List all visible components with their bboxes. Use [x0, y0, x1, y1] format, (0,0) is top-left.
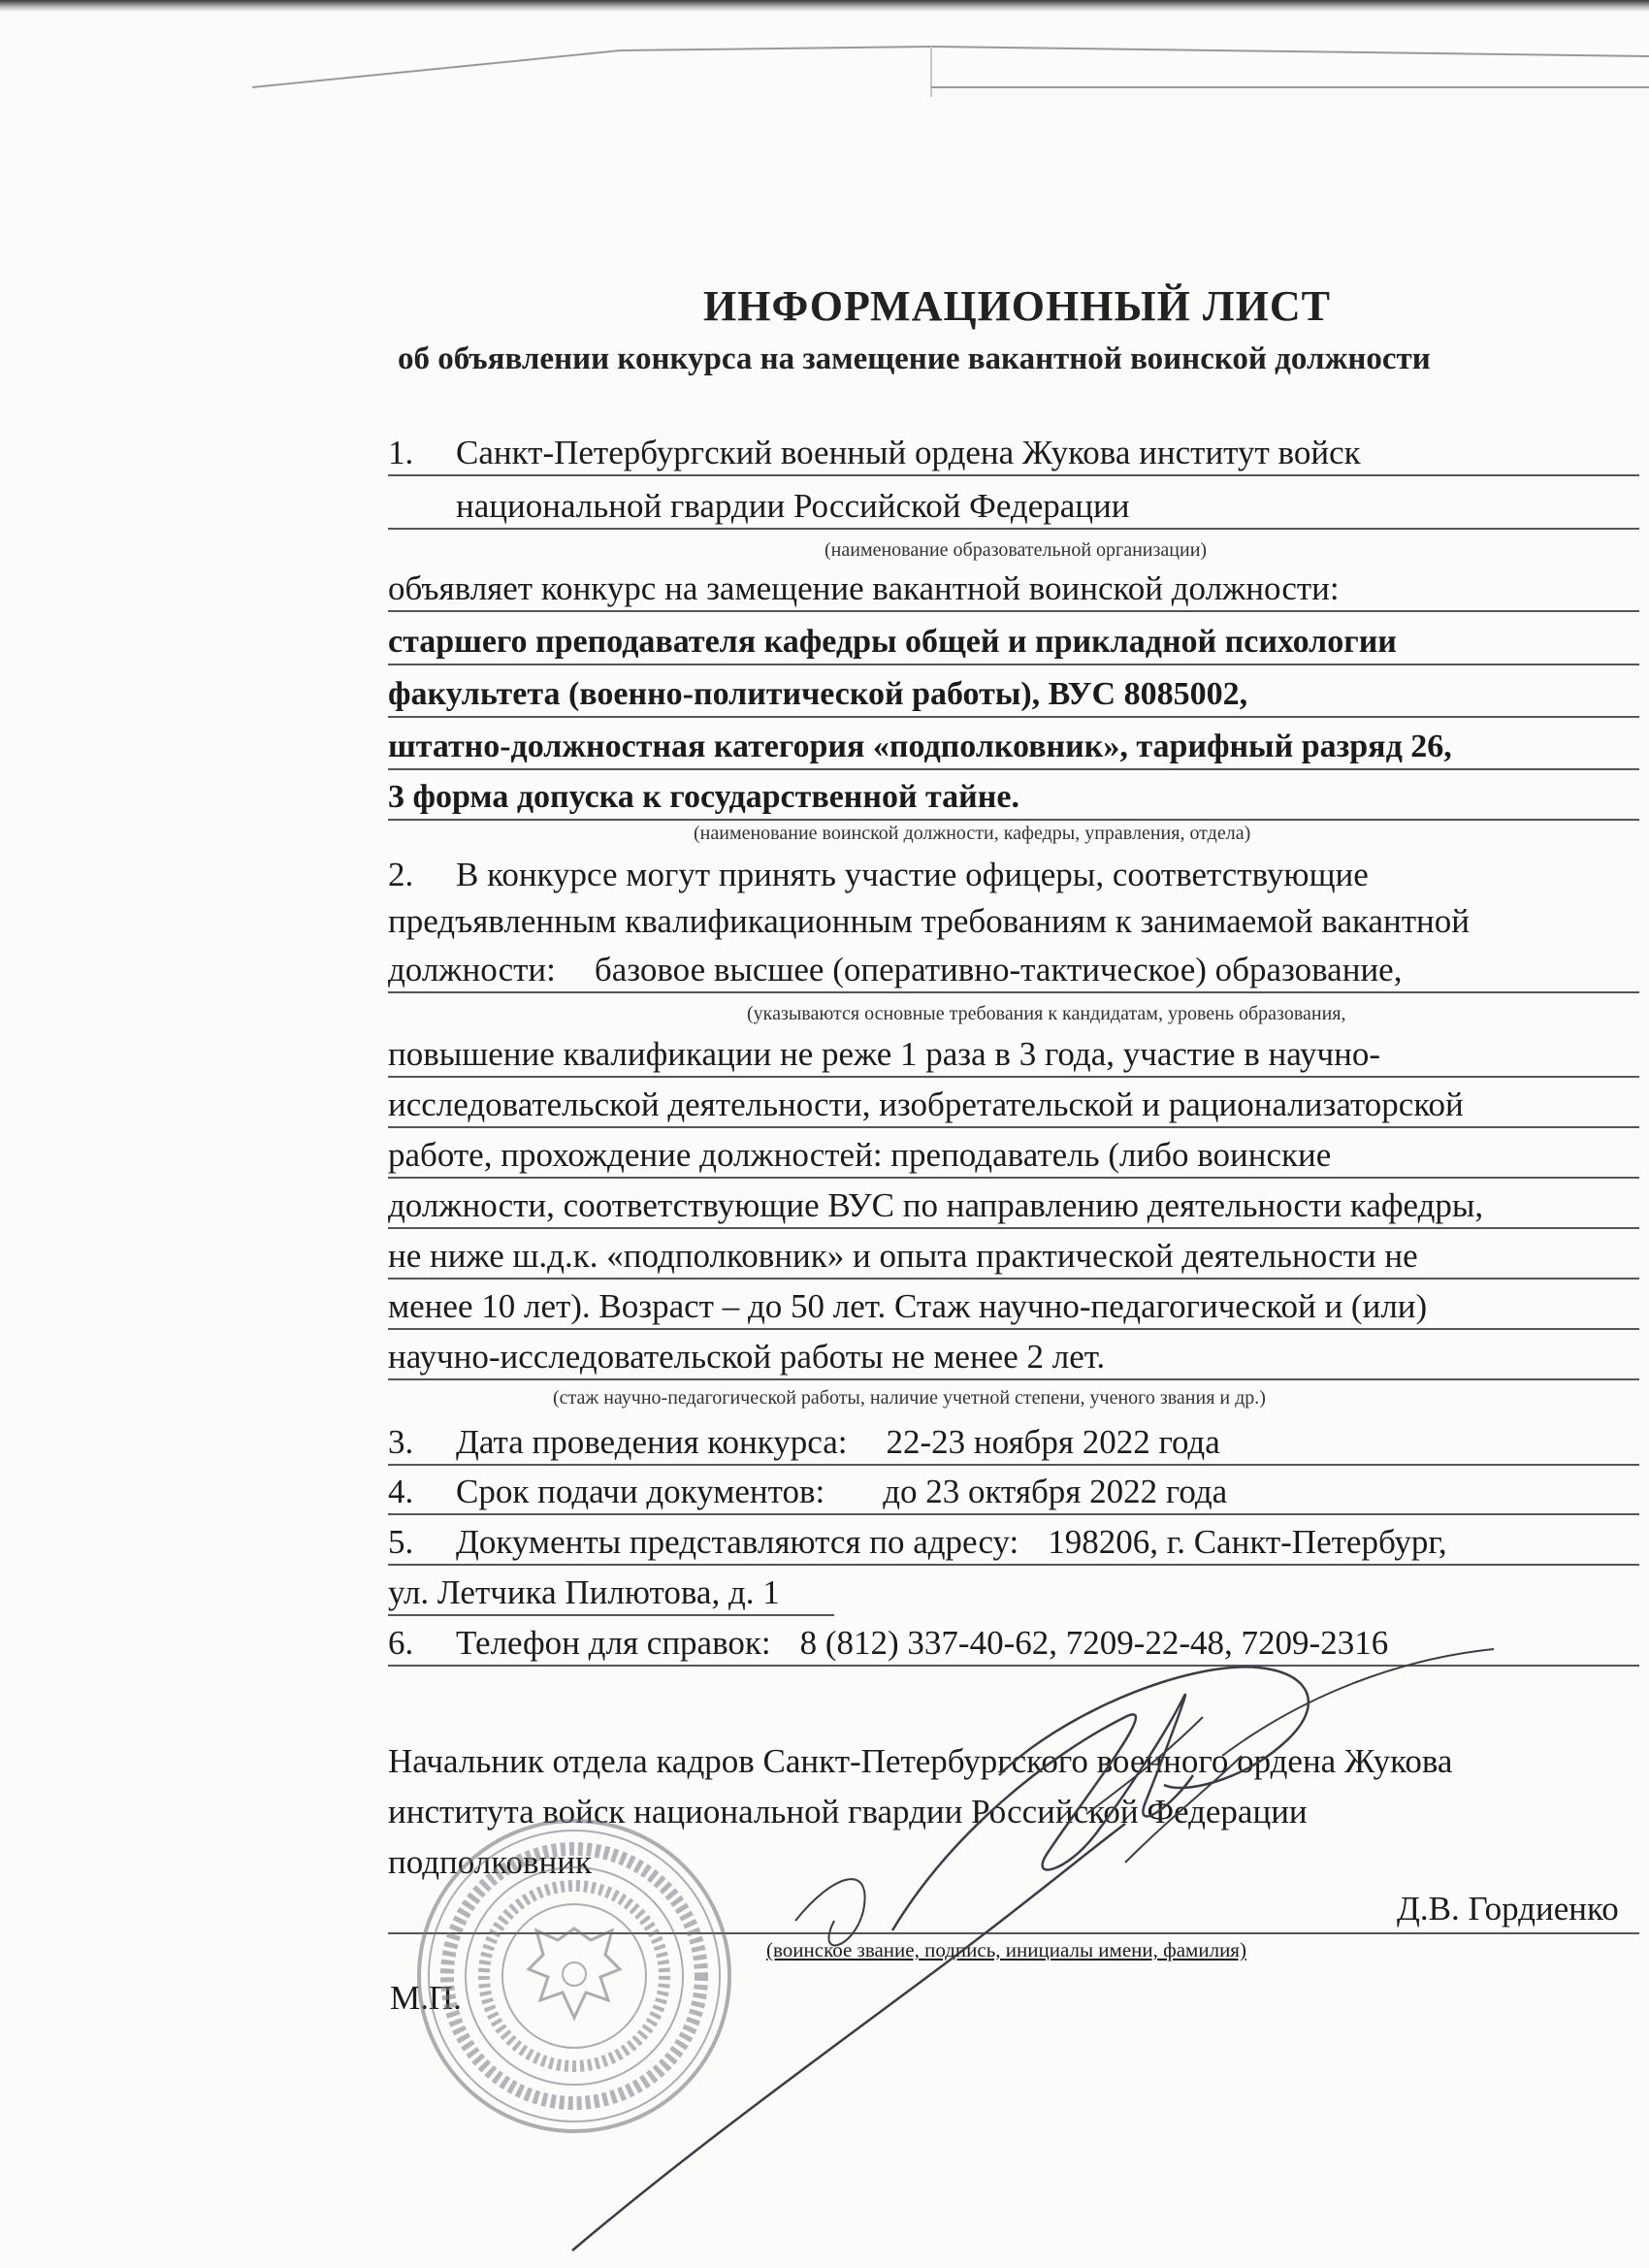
deadline-value: до 23 октября 2022 года: [883, 1473, 1228, 1510]
org-caption: (наименование образовательной организации): [824, 539, 1208, 561]
signatory-name: Д.В. Гордиенко: [1397, 1890, 1619, 1928]
item-number: 6.: [388, 1624, 414, 1662]
page-title: ИНФОРМАЦИОННЫЙ ЛИСТ: [703, 282, 1332, 330]
page-subtitle: об объявлении конкурса на замещение вакантной воинской должности: [398, 341, 1431, 376]
requirement-line: работе, прохождение должностей: преподаватель (либо воинские: [388, 1134, 1639, 1179]
deadline-line: [388, 1471, 1639, 1515]
phone-value: 8 (812) 337-40-62, 7209-22-48, 7209-2316: [799, 1624, 1389, 1662]
address-label: Документы представляются по адресу:: [456, 1523, 1019, 1561]
position-line-4: 3 форма допуска к государственной тайне.: [388, 776, 1639, 821]
org-name-part-1: Санкт-Петербургский военный ордена Жукова институт войск: [456, 434, 1361, 471]
position-line-3: штатно-должностная категория «подполковник», тарифный разряд 26,: [388, 726, 1639, 770]
address-value: 198206, г. Санкт-Петербург,: [1048, 1523, 1447, 1561]
requirement-line: менее 10 лет). Возраст – до 50 лет. Стаж научно-педагогической и (или): [388, 1285, 1639, 1330]
criteria-intro-line-3: должности: базовое высшее (оперативно-тактическое) образование,: [388, 949, 1639, 993]
requirements-caption: (указываются основные требования к кандидатам, уровень образования,: [747, 1003, 1346, 1024]
contest-date-line: [388, 1421, 1639, 1466]
requirement-line: научно-исследовательской работы не менее 2 лет.: [388, 1336, 1639, 1380]
stamp-place-label: М.П.: [390, 1979, 462, 2017]
education-value: базовое высшее (оперативно-тактическое) образование,: [594, 951, 1403, 988]
signatory-title-line-1: Начальник отдела кадров Санкт-Петербургского военного ордена Жукова: [388, 1742, 1453, 1780]
item-number: 4.: [388, 1473, 414, 1510]
phone-label: Телефон для справок:: [456, 1624, 771, 1662]
position-caption: (наименование воинской должности, кафедры, управления, отдела): [694, 823, 1251, 844]
criteria-intro-line-2: предъявленным квалификационным требованиям к занимаемой вакантной: [388, 902, 1471, 940]
position-line-2: факультета (военно-политической работы), ВУС 8085002,: [388, 673, 1639, 718]
requirement-line: должности, соответствующие ВУС по направлению деятельности кафедры,: [388, 1184, 1639, 1229]
address-line-2: ул. Летчика Пилютова, д. 1: [388, 1571, 834, 1616]
requirement-line: не ниже ш.д.к. «подполковник» и опыта практической деятельности не: [388, 1235, 1639, 1280]
requirement-line: исследовательской деятельности, изобретательской и рационализаторской: [388, 1084, 1639, 1128]
org-line-1: [388, 432, 1639, 476]
item-number: 3.: [388, 1423, 414, 1461]
scan-edge: [0, 0, 1649, 12]
position-line-1: старшего преподавателя кафедры общей и прикладной психологии: [388, 621, 1639, 665]
criteria-intro-line-1: 2. В конкурсе могут принять участие офицеры, соответствующие: [388, 854, 1639, 896]
announce-line: объявляет конкурс на замещение вакантной воинской должности:: [388, 567, 1639, 612]
signatory-rank: подполковник: [388, 1843, 592, 1881]
handwritten-signature: [543, 1639, 1542, 2260]
deadline-label: Срок подачи документов:: [456, 1473, 825, 1510]
item-number: 2.: [388, 856, 414, 893]
contest-date-label: Дата проведения конкурса:: [456, 1423, 848, 1461]
contest-date-value: 22-23 ноября 2022 года: [886, 1423, 1220, 1461]
item-number: 5.: [388, 1523, 414, 1561]
org-name-part-2: национальной гвардии Российской Федерации: [456, 487, 1130, 525]
address-line: [388, 1521, 1639, 1566]
experience-caption: (стаж научно-педагогической работы, наличие учетной степени, ученого звания и др.): [553, 1387, 1266, 1409]
org-line-2: [388, 485, 1639, 530]
item-number: 1.: [388, 434, 414, 471]
requirement-line: повышение квалификации не реже 1 раза в 3 года, участие в научно-: [388, 1033, 1639, 1078]
signature-caption: (воинское звание, подпись, инициалы имени, фамилия): [766, 1938, 1246, 1961]
paper-fold: [252, 29, 1649, 97]
signatory-title-line-2: института войск национальной гвардии Российской Федерации: [388, 1793, 1308, 1831]
